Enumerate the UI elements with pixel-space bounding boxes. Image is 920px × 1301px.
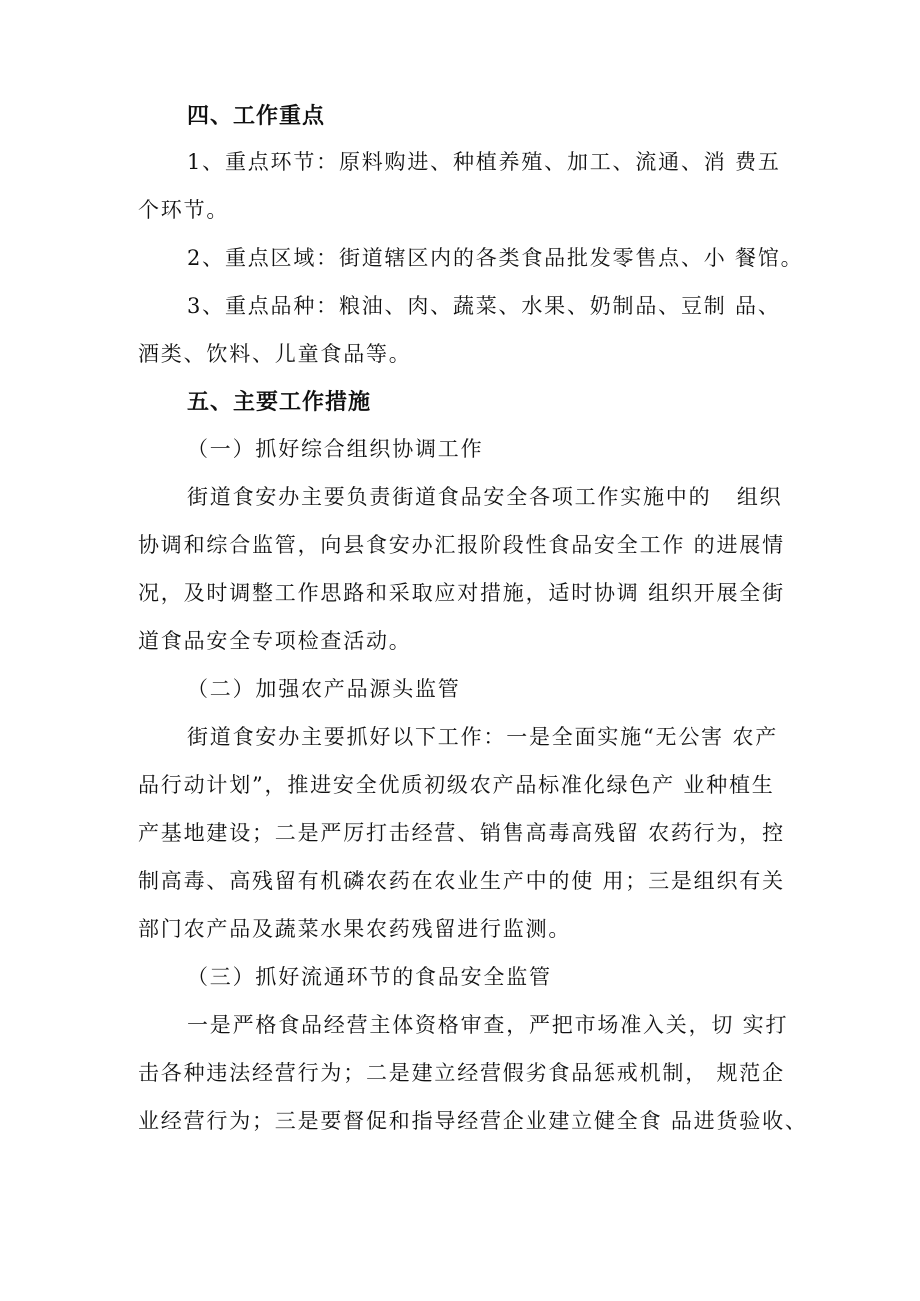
paragraph-line: 品行动计划”，推进安全优质初级农产品标准化绿色产 业种植生 (138, 773, 775, 797)
paragraph-line: 产基地建设；二是严厉打击经营、销售高毒高残留 农药行为，控 (138, 821, 785, 845)
paragraph-line: 街道食安办主要抓好以下工作：一是全面实施“无公害 农产 (187, 725, 779, 749)
section-heading-work-focus: 四、工作重点 (187, 104, 326, 129)
paragraph-line: 1、重点环节：原料购进、种植养殖、加工、流通、消 费五 (187, 150, 781, 174)
paragraph-line: 击各种违法经营行为；二是建立经营假劣食品惩戒机制， 规范企 (138, 1061, 785, 1085)
subsection-title: （三）抓好流通环节的食品安全监管 (187, 965, 552, 989)
paragraph-line: 个环节。 (138, 198, 230, 222)
paragraph-line: 协调和综合监管，向县食安办汇报阶段性食品安全工作 的进展情 (138, 533, 785, 557)
section-heading-main-measures: 五、主要工作措施 (187, 390, 372, 415)
paragraph-line: 业经营行为；三是要督促和指导经营企业建立健全食 品进货验收、 (138, 1109, 808, 1133)
paragraph-line: 酒类、饮料、儿童食品等。 (138, 342, 412, 366)
paragraph-line: 道食品安全专项检查活动。 (138, 629, 412, 653)
subsection-title: （一）抓好综合组织协调工作 (187, 437, 484, 461)
paragraph-line: 2、重点区域：街道辖区内的各类食品批发零售点、小 餐馆。 (187, 246, 804, 270)
paragraph-line: 3、重点品种：粮油、肉、蔬菜、水果、奶制品、豆制 品、 (187, 294, 781, 318)
subsection-title: （二）加强农产品源头监管 (187, 677, 461, 701)
paragraph-line: 一是严格食品经营主体资格审查，严把市场准入关，切 实打 (187, 1013, 789, 1037)
paragraph-line: 制高毒、高残留有机磷农药在农业生产中的使 用；三是组织有关 (138, 869, 785, 893)
paragraph-line: 部门农产品及蔬菜水果农药残留进行监测。 (138, 917, 572, 941)
paragraph-line: 街道食安办主要负责街道食品安全各项工作实施中的 组织 (187, 485, 783, 509)
paragraph-line: 况，及时调整工作思路和采取应对措施，适时协调 组织开展全街 (138, 581, 785, 605)
